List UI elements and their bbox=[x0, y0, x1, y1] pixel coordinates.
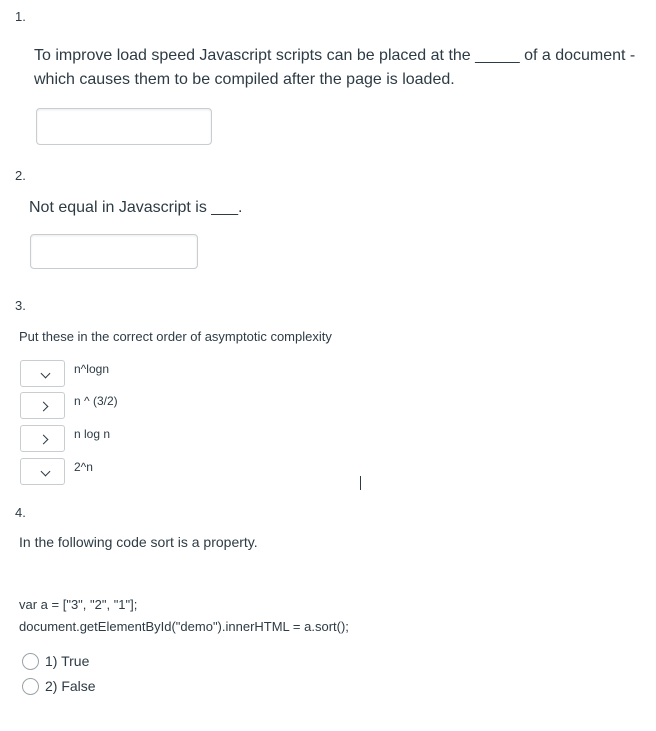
question-number-1: 1. bbox=[15, 9, 26, 24]
text-cursor-icon bbox=[360, 476, 361, 490]
order-item-label: n log n bbox=[74, 427, 111, 441]
order-item-label: 2^n bbox=[74, 460, 93, 474]
order-select-4[interactable] bbox=[20, 458, 65, 485]
radio-label-true[interactable]: 1) True bbox=[45, 653, 90, 669]
radio-false[interactable] bbox=[22, 678, 39, 695]
order-select-3[interactable] bbox=[20, 425, 65, 452]
chevron-down-icon bbox=[41, 369, 51, 379]
radio-label-false[interactable]: 2) False bbox=[45, 678, 96, 694]
order-item-label: n^logn bbox=[74, 362, 109, 376]
question-number-2: 2. bbox=[15, 168, 26, 183]
question-1-text: To improve load speed Javascript scripts can be placed at the _____ of a document - which causes them to be compiled after the page is loaded. bbox=[34, 47, 636, 88]
question-number-3: 3. bbox=[15, 298, 26, 313]
question-2-text: Not equal in Javascript is ___. bbox=[29, 199, 243, 216]
question-number-4: 4. bbox=[15, 505, 26, 520]
order-select-2[interactable] bbox=[20, 392, 65, 419]
code-line-1: var a = ["3", "2", "1"]; bbox=[19, 597, 138, 612]
order-item-label: n ^ (3/2) bbox=[74, 394, 118, 408]
chevron-down-icon bbox=[41, 467, 51, 477]
order-select-1[interactable] bbox=[20, 360, 65, 387]
answer-input-2[interactable] bbox=[30, 234, 198, 269]
question-4-text: In the following code sort is a property. bbox=[19, 534, 258, 550]
answer-input-1[interactable] bbox=[36, 108, 212, 145]
chevron-right-icon bbox=[39, 402, 49, 412]
chevron-right-icon bbox=[39, 435, 49, 445]
code-line-2: document.getElementById("demo").innerHTML = a.sort(); bbox=[19, 619, 349, 634]
question-3-text: Put these in the correct order of asymptotic complexity bbox=[19, 329, 332, 344]
radio-true[interactable] bbox=[22, 653, 39, 670]
